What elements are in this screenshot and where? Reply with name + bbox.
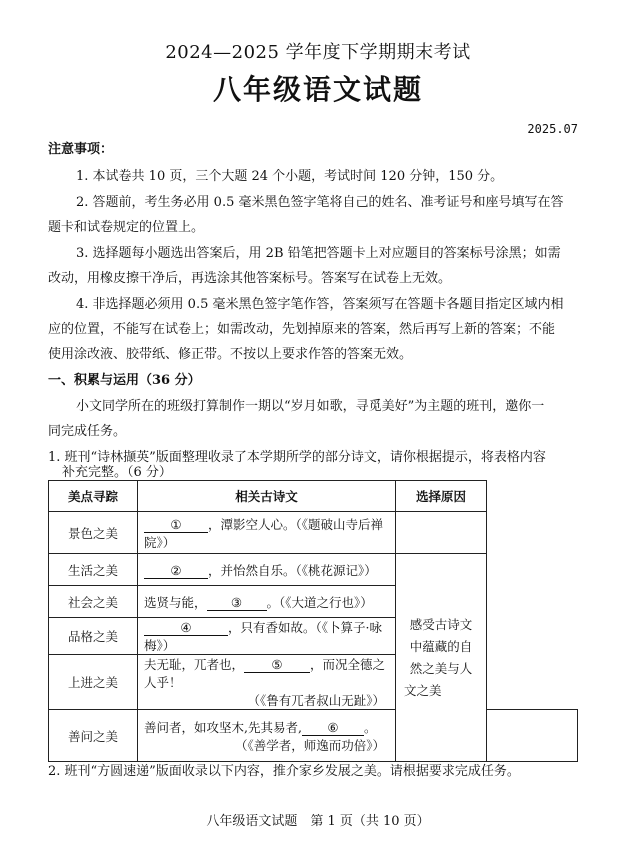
poem-cell: [138, 618, 396, 655]
row-category: 品格之美: [49, 618, 138, 655]
poem-cell: [138, 710, 396, 762]
poem-cell: [138, 586, 396, 618]
poem-cell: [138, 554, 396, 586]
fill-blank[interactable]: ④: [144, 620, 228, 636]
fill-blank[interactable]: ③: [207, 595, 267, 611]
fill-blank[interactable]: ②: [144, 563, 208, 579]
poem-post: ，并怡然自乐。（《桃花源记》）: [208, 562, 377, 578]
reason-empty-cell: [487, 710, 578, 762]
table-header: 选择原因: [396, 481, 487, 512]
note-item-4-line-1: 4. 非选择题必须用 0.5 毫米黑色签字笔作答，答案须写在答题卡各题目指定区域内相: [76, 297, 564, 312]
table-row: [49, 618, 578, 655]
question-2: 2. 班刊“方圆速递”版面收录以下内容，推介家乡发展之美。请根据要求完成任务。: [48, 764, 520, 779]
subject-title: 八年级语文试题: [212, 73, 423, 106]
note-item-2-line-2: 题卡和试卷规定的位置上。: [48, 220, 205, 235]
note-item-4-line-2: 应的位置，不能写在试卷上；如需改动，先划掉原来的答案，然后再写上新的答案；不能: [48, 322, 556, 337]
question-1-line-2: 补充完整。（6 分）: [62, 465, 172, 480]
poem-post: ，只有香如故。（《卜算子·咏梅》）: [144, 620, 382, 653]
poem-post: 。: [363, 719, 377, 735]
notes-heading: 注意事项：: [48, 142, 114, 157]
table-row: [49, 586, 578, 618]
reason-cell: [396, 554, 487, 762]
table-header: 相关古诗文: [138, 481, 396, 512]
table-row: [49, 554, 578, 586]
poetry-table: [48, 480, 578, 762]
fill-blank[interactable]: ⑤: [244, 657, 310, 673]
row-category: 上进之美: [49, 655, 138, 710]
reason-line: 感受古诗文: [409, 616, 473, 632]
poem-cell: [138, 655, 396, 710]
poem-source: （《善学者，师逸而功倍》）: [234, 737, 385, 753]
poem-pre: 选贤与能，: [144, 594, 207, 610]
exam-date: 2025.07: [527, 122, 578, 136]
table-header: 美点寻踪: [49, 481, 138, 512]
poem-post: ，潭影空人心。（《题破山寺后禅院》）: [144, 516, 384, 550]
table-row: [49, 655, 578, 710]
section-intro-line-1: 小文同学所在的班级打算制作一期以“岁月如歌，寻觅美好”为主题的班刊，邀你一: [76, 399, 545, 414]
reason-line: 文之美: [404, 682, 442, 698]
section-intro-line-2: 同完成任务。: [48, 424, 127, 439]
note-item-3-line-2: 改动，用橡皮擦干净后，再选涂其他答案标号。答案写在试卷上无效。: [48, 271, 452, 286]
table-row: [49, 710, 578, 762]
note-item-1: 1. 本试卷共 10 页，三个大题 24 个小题，考试时间 120 分钟，150 分。: [76, 169, 504, 184]
reason-empty-cell: [396, 512, 487, 554]
note-item-3-line-1: 3. 选择题每小题选出答案后，用 2B 铅笔把答题卡上对应题目的答案标号涂黑；如需: [76, 246, 561, 261]
exam-title: 2024—2025 学年度下学期期末考试: [165, 42, 471, 63]
poem-cell: [138, 512, 396, 554]
poem-pre: 夫无耻，兀者也，: [144, 657, 245, 672]
reason-line: 中蕴藏的自: [409, 638, 473, 654]
row-category: 景色之美: [49, 512, 138, 554]
fill-blank[interactable]: ⑥: [302, 720, 364, 736]
poem-post: 。（《大道之行也》）: [266, 594, 373, 610]
page-footer: 八年级语文试题 第 1 页（共 10 页）: [206, 814, 430, 829]
fill-blank[interactable]: ①: [144, 517, 208, 533]
poem-post: ，而况全德之人乎！: [144, 657, 386, 690]
note-item-2-line-1: 2. 答题前，考生务必用 0.5 毫米黑色签字笔将自己的姓名、准考证号和座号填写在答: [76, 195, 564, 210]
row-category: 善问之美: [49, 710, 138, 762]
table-header-row: [49, 481, 578, 512]
row-category: 社会之美: [49, 586, 138, 618]
section-heading: 一、积累与运用（36 分）: [48, 373, 201, 388]
reason-line: 然之美与人: [409, 660, 473, 676]
row-category: 生活之美: [49, 554, 138, 586]
question-1-line-1: 1. 班刊“诗林撷英”版面整理收录了本学期所学的部分诗文，请你根据提示，将表格内容: [48, 450, 546, 465]
note-item-4-line-3: 使用涂改液、胶带纸、修正带。不按以上要求作答的答案无效。: [48, 347, 413, 362]
poem-pre: 善问者，如攻坚木,先其易者,: [144, 719, 302, 735]
poem-source: （《鲁有兀者叔山无趾》）: [247, 693, 385, 708]
table-row: [49, 512, 578, 554]
